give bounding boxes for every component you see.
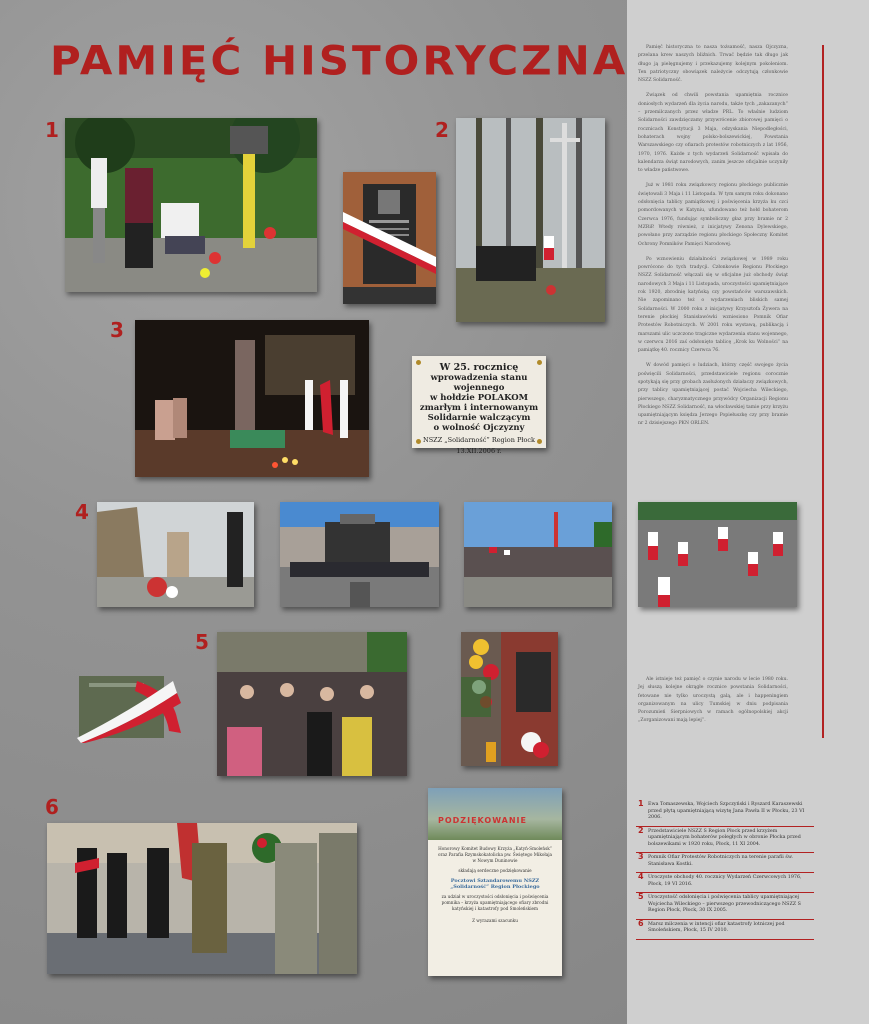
certificate-org: Honorowy Komitet Budowy Krzyża „Katyń-Smoleńsk” oraz Parafia Rzymskokatolicka pw. Świętego Mikołaja w Nowym Duninowie: [437, 846, 553, 863]
certificate-heading: PODZIĘKOWANIE: [438, 816, 527, 825]
photo-monument-night: [135, 320, 369, 477]
photo-cross-1920: [456, 118, 605, 322]
text-paragraph: Pamięć historyczna to nasza tożsamość, nasza Ojczyzna, przelana krew naszych bliźnich. Trwać będzie tak długo jak długo ją pielęgnujemy i przekazujemy kolejnym pokoleniom. Ten patriotyczny obowiązek należycie odczytują członkowie NSZZ Solidarność.: [638, 45, 788, 84]
main-text: [638, 44, 788, 436]
caption-text: Uroczyste obchody 40. rocznicy Wydarzeń Czerwcowych 1976, Płock, 19 VI 2016.: [648, 875, 802, 887]
photo-stage-ceremony: [280, 502, 439, 607]
caption-text: Uroczystość odsłonięcia i poświęcenia tablicy upamiętniającej Wojciecha Wileckiego – pierwszego przewodniczącego NSZZ S Region Płock, Płock, 30 IX 2005.: [648, 895, 801, 913]
photo-unveiling-crowd: [217, 632, 407, 776]
plaque-line: w hołdzie POLAKOM: [429, 393, 529, 403]
certificate-recipient: Pocztowi Sztandarowemu NSZZ „Solidarność” Region Płockiego: [450, 878, 540, 890]
plaque-martial-law: [412, 356, 546, 455]
photo-wreath-rock: [97, 502, 254, 607]
photo-flag-march: [638, 502, 797, 607]
caption-item: [636, 827, 814, 854]
caption-text: Przedstawiciele NSZZ S Region Płock przed krzyżem upamiętniającym bohaterów poległych w obronie Płocka przed bolszewikami w 1920 roku, Płock, 11 XI 2004.: [648, 828, 801, 847]
photo-silent-march: [47, 823, 357, 974]
caption-item: [636, 853, 814, 873]
text-paragraph: Już w 1981 roku związkowcy regionu płockiego publicznie świętowali 3 Maja i 11 Listopada. W tym samym roku dokonano odsłonięcia tablicy pamiątkowej i poświęcenia krzyża ku czci pomordowanych w Katyniu, ufundowano też hołd bohaterom Czerwca 1976, fundując symboliczny głaz przy bramie nr 2 MZRiP. Wtedy również, z inicjatywy Zenona Dylewskiego, powołano przy zarządzie regionu płockiego Społeczny Komitet Ochrony Pomników Pamięci Narodowej.: [638, 183, 788, 247]
certificate-line: składają serdeczne podziękowanie: [458, 868, 532, 873]
caption-text: Marsz milczenia w intencji ofiar katastrofy lotniczej pod Smoleńskiem, Płock, 15 IV 2010.: [648, 921, 785, 933]
text-paragraph: Ale istnieje też pamięć o czynie narodu w lecie 1980 roku. Jej słuszą kolejne okrągłe rocznice powstania Solidarności, fetowane nie tylko uroczystą galą, ale i happeningiem organizowanym na ulicy Tumskiej w dniu podpisania Porozumień Sierpniowych w ramach ogólnopolskiej akcji „Zorganizowani mają lepiej”.: [638, 677, 788, 724]
section-number-1: 1: [45, 118, 59, 142]
section-number-2: 2: [435, 118, 449, 142]
photo-flowers-plaque: [461, 632, 558, 766]
certificate-document: [428, 788, 562, 976]
photo-unveiled-plaque: [77, 673, 181, 743]
certificate-closing: Z wyrazami szacunku: [472, 918, 518, 923]
photo-memorial-plate: [65, 118, 317, 292]
text-paragraph: Po wznowieniu działalności związkowej w 1989 roku powrócono do tych tradycji. Członkowie Regionu Płockiego NSZZ Solidarność włączali się w oficjalne już obchody świąt narodowych 3 Maja i 11 Listopada, uroczystości upamiętniające rok 1920, zbrodnię katyńską czy powstańców warszawskich. Nie zapominano też o wydarzeniach bliskich samej Solidarności. W 2000 roku z inicjatywy Krzysztofa Żywera na terenie płockiej Stanisławówki wzniesiono Pomnik Ofiar Protestów Robotniczych. W 2001 roku wystawą, publikacją i marszami ulic uczczono tragiczne wydarzenia stanu wojennego, w czerwcu 2016 zaś odsłonięto tablicę „Krok ku Wolności” na pamiątkę 40. rocznicy Czerwca 76.: [638, 256, 788, 354]
plaque-line: Solidarnie walczącym: [427, 413, 531, 423]
caption-text: Ewa Tomaszewska, Wojciech Szpczyński i Ryszard Karaszewski przed płytą upamiętniającą wizytę Jana Pawła II w Płocku, 23 VI 2006.: [648, 802, 805, 820]
sidebar-divider: [822, 45, 824, 738]
photo-crowd-street: [464, 502, 612, 607]
caption-number: 6: [638, 918, 644, 928]
section-number-6: 6: [45, 795, 59, 819]
caption-item: [636, 800, 814, 827]
caption-item: [636, 873, 814, 893]
plaque-line: o wolność Ojczyzny: [433, 423, 525, 433]
photo-captions: [636, 800, 814, 940]
page-title: PAMIĘĆ HISTORYCZNA: [50, 37, 629, 84]
plaque-signature: Region Płock: [491, 436, 535, 444]
section-number-5: 5: [195, 630, 209, 654]
section-number-3: 3: [110, 318, 124, 342]
text-paragraph: W dowód pamięci o ludziach, którzy część swojego życia poświęcili Solidarności, przedstawiciele regionu corocznie spotykają się przy grobach zasłużonych działaczy związkowych, przy tablicy upamiętniającej postać Wojciecha Wileckiego, pierwszego, charyzmatycznego przywódcy Organizacji Regionu Płockiego NSZZ Solidarność, na włocławskiej tamie przy krzyżu upamiętniającym księdza Jerzego Popiełuszkę czy przy bramie nr 2 dzisiejszego PKN ORLEN.: [638, 363, 788, 427]
secondary-text: [638, 676, 788, 733]
caption-number: 4: [638, 872, 644, 881]
certificate-purpose: za udział w uroczystości odsłonięcia i poświęcenia pomnika – krzyża upamiętniającego ofiary zbrodni katyńskiej i katastrofy pod Smoleńskiem: [441, 894, 549, 911]
plaque-rivet: [537, 360, 542, 365]
certificate-header-photo: [428, 788, 562, 840]
photo-brick-plaque: [343, 172, 436, 304]
caption-number: 3: [638, 852, 644, 861]
plaque-line: wprowadzenia stanu wojennego: [430, 373, 528, 393]
caption-text: Pomnik Ofiar Protestów Robotniczych na terenie parafii św. Stanisława Kostki.: [648, 855, 793, 867]
caption-number: 1: [638, 799, 644, 808]
plaque-rivet: [537, 439, 542, 444]
text-paragraph: Związek od chwili powstania upamiętnia rocznice doniosłych wydarzeń dla życia narodu, także tych „zakazanych” – przemilczanych przez władze PRL. To właśnie ludziom Solidarności zawdzięczamy przywrócenie zbiorowej pamięci o rocznicach Konstytucji 3 Maja, odzyskania Niepodległości, bohaterach wojny polsko-bolszewickiej, Powstania Warszawskiego czy ofiarach protestów robotniczych z lat 1956, 1970, 1976. Każde z tych wydarzeń Solidarność wpisała do kalendarza świąt narodowych, zanim jeszcze oficjalnie uczyniły to władze państwowe.: [638, 93, 788, 174]
plaque-rivet: [416, 439, 421, 444]
plaque-line: W 25. rocznicę: [439, 362, 519, 373]
plaque-line: zmarłym i internowanym: [419, 403, 539, 413]
section-number-4: 4: [75, 500, 89, 524]
plaque-signature: NSZZ „Solidarność”: [423, 436, 490, 444]
plaque-date: 13.XII.2006 r.: [456, 447, 502, 455]
caption-number: 2: [638, 825, 644, 835]
caption-number: 5: [638, 892, 644, 901]
caption-item: [636, 893, 814, 920]
plaque-rivet: [416, 360, 421, 365]
caption-item: [636, 920, 814, 940]
